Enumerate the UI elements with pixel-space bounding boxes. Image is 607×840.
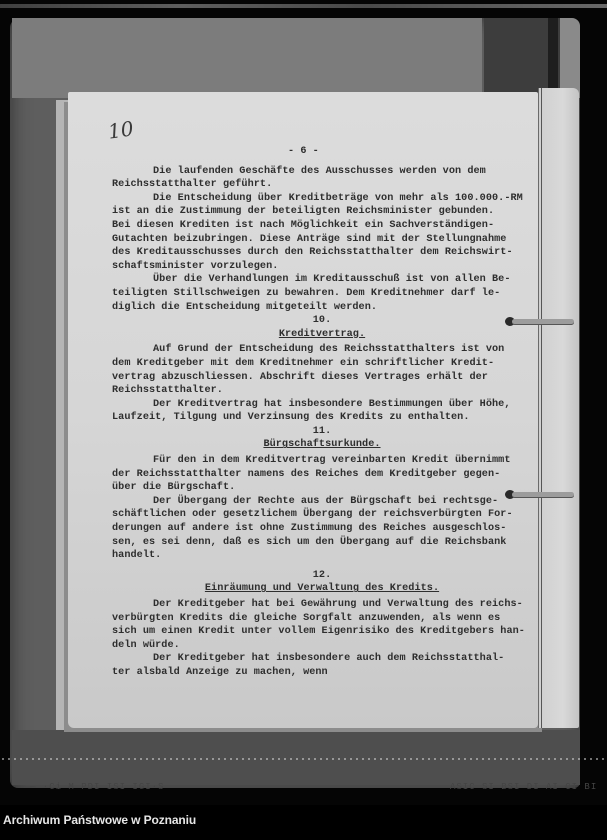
text-line: Gutachten beizubringen. Diese Anträge sind mit der Stellungnahme [112,233,507,245]
section-heading-text: Kreditvertrag. [278,328,366,340]
section-heading [112,328,532,342]
text-line: Auf Grund der Entscheidung des Reichsstatthalters ist von [153,344,505,356]
text-line: derungen auf andere ist ohne Zustimmung des Reiches ausgeschlos- [112,523,507,535]
text-line: Für den in dem Kreditvertrag vereinbarten Kredit übernimmt [153,455,511,467]
text-line: deln würde. [112,639,180,651]
archive-footer-label: Archiwum Państwowe w Poznaniu [3,813,197,827]
text-line: ist an die Zustimmung der beteiligten Reichsminister gebunden. [112,206,495,218]
folder-board-upper [12,18,482,98]
section-heading [112,438,532,452]
text-line: über die Bürgschaft. [112,482,236,494]
film-edge-top [0,4,607,8]
document-body [112,145,532,680]
section-number: 10. [312,315,332,327]
text-line: vertrag abzuschliessen. Abschrift dieses Vertrages erhält der [112,371,488,383]
text-line: des Kreditausschusses durch den Reichsstatthalter dem Reichswirt- [112,247,513,259]
edge-marks-left: — ·Ci M PDI ISI IGI·S [30,782,165,792]
text-line: diglich die Entscheidung mitgeteilt werden. [112,301,378,313]
text-line: Reichsstatthalter. [112,385,223,397]
folder-right-leaf [560,18,580,98]
section-heading-text: Bürgschaftsurkunde. [263,439,381,451]
text-line: schaftsminister vorzulegen. [112,260,279,272]
text-line: Über die Verhandlungen im Kreditausschuß ist von allen Be- [153,274,511,286]
section-heading-text: Einräumung und Verwaltung des Kredits. [204,583,440,595]
film-dust-line [0,758,607,760]
text-line: Der Übergang der Rechte aus der Bürgschaft bei rechtsge- [153,495,499,507]
text-line: sich um einen Kredit unter vollem Eigenrisiko des Kreditgebers han- [112,626,525,638]
text-line: Der Kreditgeber hat insbesondere auch dem Reichsstatthal- [153,653,505,665]
section-number: 12. [312,569,332,581]
text-line: ter alsbald Anzeige zu machen, wenn [112,666,328,678]
text-line: sen, es sei denn, daß es sich um den Übergang auf die Reichsbank [112,536,507,548]
text-line: Der Kreditgeber hat bei Gewährung und Verwaltung des reichs- [153,599,523,610]
text-line: Bei diesen Krediten ist nach Möglichkeit ein Sachverständigen- [112,219,495,231]
text-line: Reichsstatthalter geführt. [112,179,273,191]
text-line: schäftlichen oder gesetzlichem Übergang der reichsverbürgten For- [112,509,513,521]
sheet-binding-margin [538,88,579,728]
text-line: Der Kreditvertrag hat insbesondere Bestimmungen über Höhe, [153,398,511,410]
text-line: Die laufenden Geschäfte des Ausschusses werden von dem [153,165,486,177]
folder-dark-tab-edge [548,18,558,98]
section-number: 11. [312,425,332,437]
binding-fold-line [541,88,542,728]
text-line: Laufzeit, Tilgung und Verzinsung des Kredits zu enthalten. [112,412,470,424]
edge-marks-right: ASIC SI BSI DI AI CI BI [450,782,598,792]
text-line: verbürgten Kredits die gleiche Sorgfalt anzuwenden, als wenn es [112,612,501,624]
text-line: handelt. [112,550,162,562]
text-line: Die Entscheidung über Kreditbeträge von mehr als 100.000.-RM [153,192,523,204]
folio-number: 10 [106,116,135,144]
section-heading [112,582,532,596]
page-number: - 6 - [288,146,319,157]
text-line: teiligten Stillschweigen zu bewahren. Dem Kreditnehmer darf le- [112,287,501,299]
text-line: der Reichsstatthalter namens des Reiches dem Kreditgeber gegen- [112,468,501,480]
text-line: dem Kreditgeber mit dem Kreditnehmer ein schriftlicher Kredit- [112,357,495,369]
